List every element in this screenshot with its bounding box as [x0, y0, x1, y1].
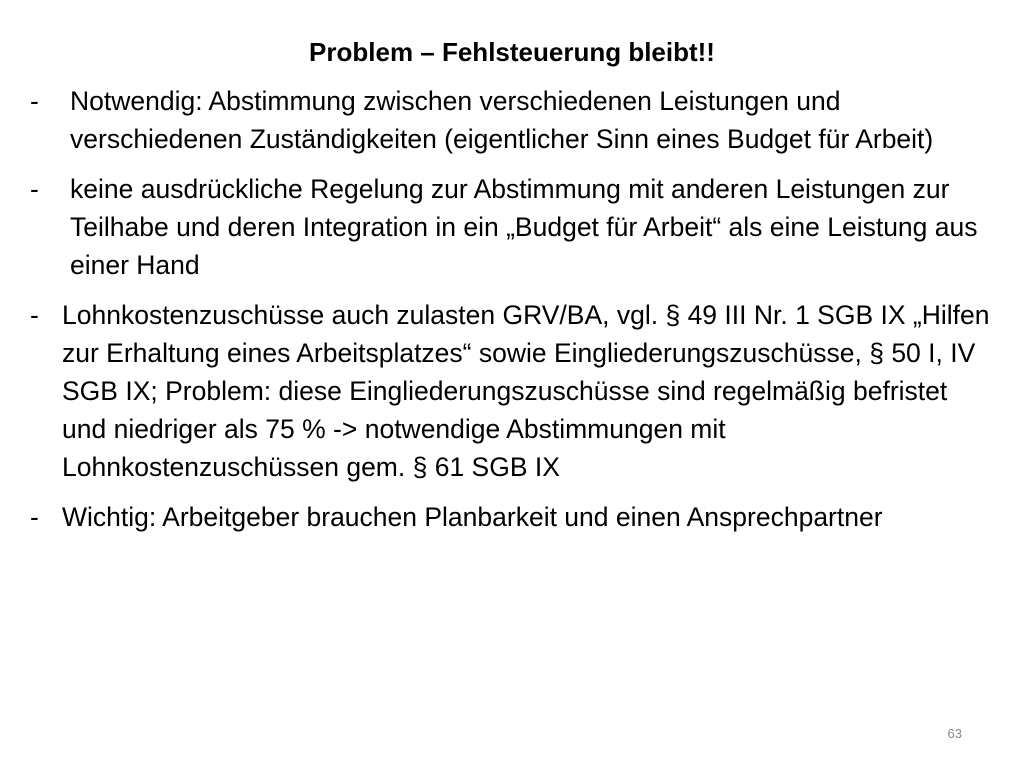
bullet-item: [30, 296, 990, 486]
bullet-dash-marker: -: [30, 174, 39, 204]
page-number: 63: [947, 726, 962, 741]
bullet-item: [30, 82, 990, 158]
bullet-dash-marker: -: [30, 86, 39, 116]
slide-title: Problem – Fehlsteuerung bleibt!!: [309, 37, 715, 67]
bullet-text: Wichtig: Arbeitgeber brauchen Planbarkeit und einen Ansprechpartner: [62, 502, 883, 532]
bullet-text: keine ausdrückliche Regelung zur Abstimmung mit anderen Leistungen zur Teilhabe und deren Integration in ein „Budget für Arbeit“ als eine Leistung aus einer Hand: [70, 174, 978, 280]
bullet-item: [30, 498, 990, 536]
bullet-text: Lohnkostenzuschüsse auch zulasten GRV/BA, vgl. § 49 III Nr. 1 SGB IX „Hilfen zur Erhaltung eines Arbeitsplatzes“ sowie Eingliederungszuschüsse, § 50 I, IV SGB IX; Problem: diese Eingliederungszuschüsse sind regelmäßig befristet und niedriger als 75 % -> notwendige Abstimmungen mit Lohnkostenzuschüssen gem. § 61 SGB IX: [62, 300, 990, 482]
bullet-dash-marker: -: [30, 300, 39, 330]
bullet-text: Notwendig: Abstimmung zwischen verschiedenen Leistungen und verschiedenen Zuständigkeiten (eigentlicher Sinn eines Budget für Arbeit): [70, 86, 934, 154]
bullet-dash-marker: -: [30, 502, 39, 532]
bullet-list: [30, 82, 990, 548]
bullet-item: [30, 170, 990, 284]
